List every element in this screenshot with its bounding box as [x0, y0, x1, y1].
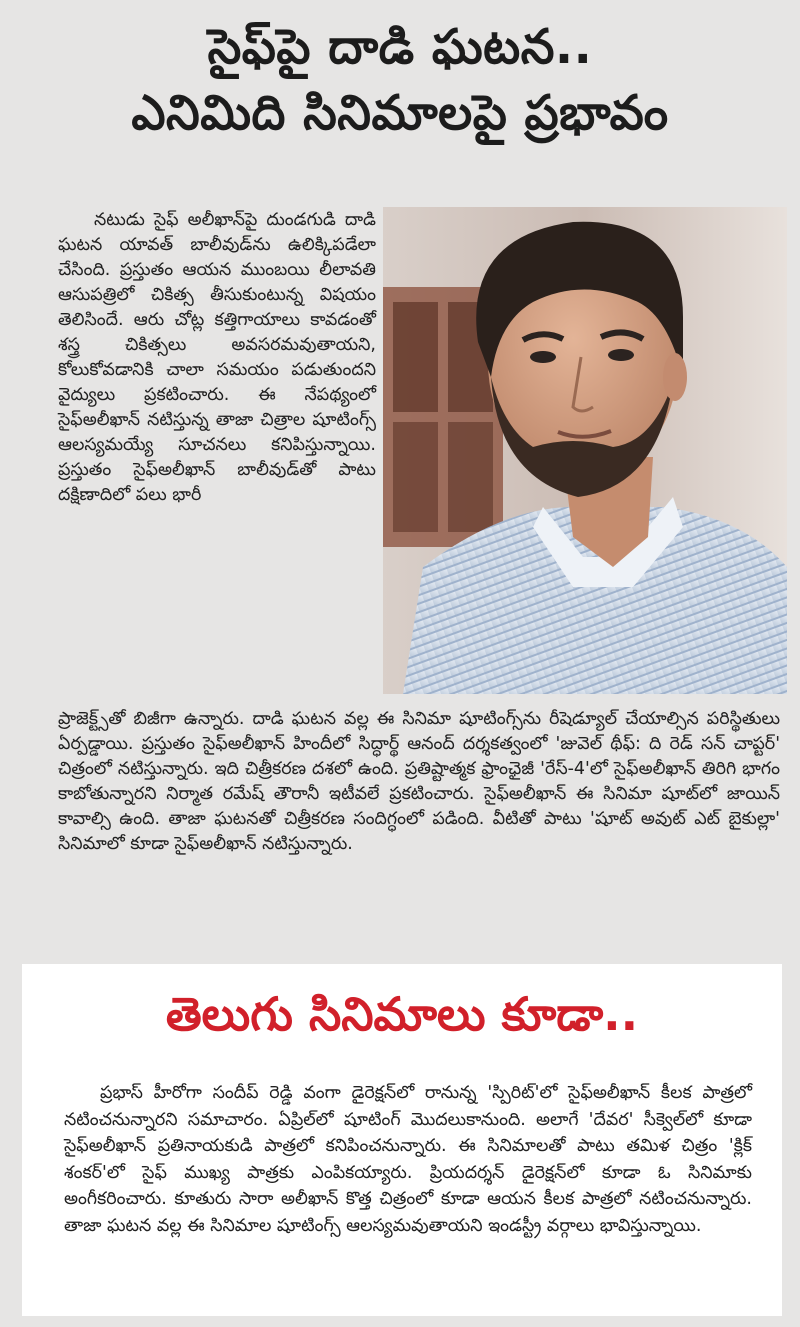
- actor-photo-illustration: [383, 207, 787, 694]
- sidebar-box-body: ప్రభాస్ హీరోగా సందీప్ రెడ్డి వంగా డైరెక్షన్‌లో రానున్న 'స్పిరిట్'లో సైఫ్‌అలీఖాన్ కీలక పాత్రలో నటించనున్నారని సమాచారం. ఏప్రిల్‌లో షూటింగ్ మొదలుకానుంది. అలాగే 'దేవర' సీక్వెల్‌లో కూడా సైఫ్‌అలీఖాన్ ప్రతినాయకుడి పాత్రలో కనిపించనున్నారు. ఈ సినిమాలతో పాటు తమిళ చిత్రం 'క్లిక్ శంకర్'లో సైఫ్ ముఖ్య పాత్రకు ఎంపికయ్యారు. ప్రియదర్శన్ డైరెక్షన్‌లో కూడా ఓ సినిమాకు అంగీకరించారు. కూతురు సారా అలీఖాన్ కొత్త చిత్రంలో కూడా ఆయన కీలక పాత్రలో నటించనున్నారు. తాజా ఘటన వల్ల ఈ సినిమాల షూటింగ్స్ ఆలస్యమవుతాయని ఇండస్ట్రీ వర్గాలు భావిస్తున్నాయి.: [64, 1083, 752, 1236]
- article-column-body: నటుడు సైఫ్ అలీఖాన్‌పై దుండగుడి దాడి ఘటన యావత్ బాలీవుడ్‌ను ఉలిక్కిపడేలా చేసింది. ప్రస్తుతం ఆయన ముంబయి లీలావతి ఆసుపత్రిలో చికిత్స తీసుకుంటున్న విషయం తెలిసిందే. ఆరు చోట్ల కత్తిగాయాలు కావడంతో శస్త్ర చికిత్సలు అవసరమవుతాయని, కోలుకోవడానికి చాలా సమయం పడుతుందని వైద్యులు ప్రకటించారు. ఈ నేపథ్యంలో సైఫ్‌అలీఖాన్ నటిస్తున్న తాజా చిత్రాల షూటింగ్స్ ఆలస్యమయ్యే సూచనలు కనిపిస్తున్నాయి. ప్రస్తుతం సైఫ్‌అలీఖాన్ బాలీవుడ్‌తో పాటు దక్షిణాదిలో పలు భారీ: [58, 210, 376, 505]
- headline-line-1: సైఫ్‌పై దాడి ఘటన..: [207, 19, 593, 75]
- headline-line-2: ఎనిమిది సినిమాలపై ప్రభావం: [131, 85, 669, 141]
- article-column-text: [58, 208, 376, 508]
- actor-photo: [383, 207, 787, 694]
- sidebar-box: [22, 964, 782, 1316]
- article-full-width-text: ప్రాజెక్ట్స్‌తో బిజీగా ఉన్నారు. దాడి ఘటన వల్ల ఈ సినిమా షూటింగ్స్‌ను రీషెడ్యూల్ చేయాల్సిన పరిస్థితులు ఏర్పడ్డాయి. ప్రస్తుతం సైఫ్‌అలీఖాన్ హిందీలో సిద్ధార్థ్ ఆనంద్ దర్శకత్వంలో 'జువెల్ థీఫ్: ది రెడ్ సన్ చాప్టర్' చిత్రంలో నటిస్తున్నారు. ఇది చిత్రీకరణ దశలో ఉంది. ప్రతిష్టాత్మక ఫ్రాంఛైజీ 'రేస్-4'లో సైఫ్‌అలీఖాన్ తిరిగి భాగం కాబోతున్నారని నిర్మాత రమేష్ తౌరానీ ఇటీవలే ప్రకటించారు. సైఫ్‌అలీఖాన్ ఈ సినిమా షూట్‌లో జాయిన్ కావాల్సి ఉంది. తాజా ఘటనతో చిత్రీకరణ సందిగ్ధంలో పడింది. వీటితో పాటు 'షూట్ అవుట్ ఎట్ బైకుల్లా' సినిమాలో కూడా సైఫ్‌అలీఖాన్ నటిస్తున్నారు.: [58, 709, 780, 854]
- sidebar-box-title: తెలుగు సినిమాలు కూడా..: [165, 987, 639, 1041]
- sidebar-box-text: [64, 1080, 752, 1239]
- headline: [20, 14, 780, 146]
